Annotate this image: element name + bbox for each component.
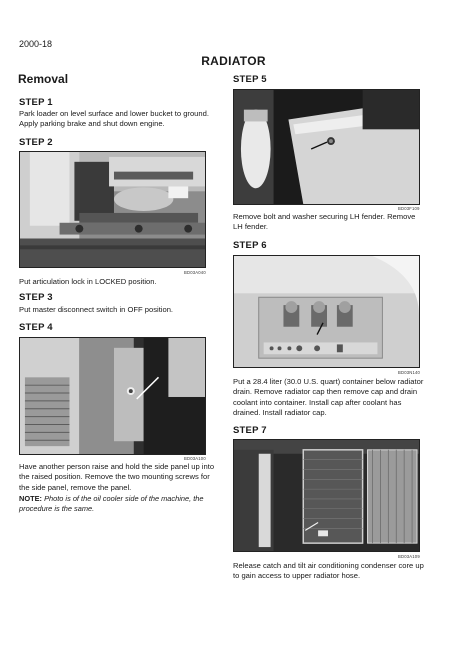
step-7-figure-code: BD03A109 (398, 554, 420, 559)
step-5-heading: STEP 5 (233, 74, 267, 85)
step-2-photo (19, 151, 206, 268)
step-5-figure-code: BD03F109 (398, 206, 420, 211)
step-2-text: Put articulation lock in LOCKED position. (19, 277, 157, 286)
articulation-lock-photo (20, 152, 205, 267)
step-5-photo (233, 89, 420, 205)
page-number: 2000-18 (19, 39, 53, 49)
step-4-text: Have another person raise and hold the side panel up into the raised position. Remove the two mounting screws for the side panel, remove the panel. (19, 462, 215, 492)
note-label: NOTE: (19, 494, 42, 503)
condenser-core-photo (234, 440, 419, 551)
note-text: Photo is of the oil cooler side of the machine, the procedure is the same. (19, 494, 204, 513)
radiator-drain-photo (234, 256, 419, 367)
step-5-text: Remove bolt and washer securing LH fender. Remove LH fender. (233, 212, 416, 232)
step-1-heading: STEP 1 (19, 97, 53, 108)
step-4-heading: STEP 4 (19, 322, 53, 333)
step-6-figure-code: BD03N140 (398, 370, 421, 375)
page-title: RADIATOR (201, 54, 266, 68)
step-6-text: Put a 28.4 liter (30.0 U.S. quart) container below radiator drain. Remove radiator cap then remove cap and drain coolant into container. Install cap after coolant has drained. Install radiator cap. (233, 377, 424, 418)
step-4-figure-code: BD03A100 (184, 456, 206, 461)
step-1-text: Park loader on level surface and lower bucket to ground. Apply parking brake and shut down engine. (19, 109, 209, 129)
step-3-text: Put master disconnect switch in OFF position. (19, 305, 174, 314)
step-4-photo (19, 337, 206, 455)
step-2-heading: STEP 2 (19, 137, 53, 148)
lh-fender-photo (234, 90, 419, 204)
step-7-text: Release catch and tilt air conditioning condenser core up to gain access to upper radiator hose. (233, 561, 424, 581)
side-panel-photo (20, 338, 205, 454)
section-heading-removal: Removal (18, 72, 69, 86)
step-7-heading: STEP 7 (233, 425, 267, 436)
step-7-photo (233, 439, 420, 552)
step-4-note (19, 494, 216, 514)
step-3-heading: STEP 3 (19, 292, 53, 303)
step-6-photo (233, 255, 420, 368)
step-2-figure-code: BD03A040 (184, 270, 206, 275)
step-6-heading: STEP 6 (233, 240, 267, 251)
